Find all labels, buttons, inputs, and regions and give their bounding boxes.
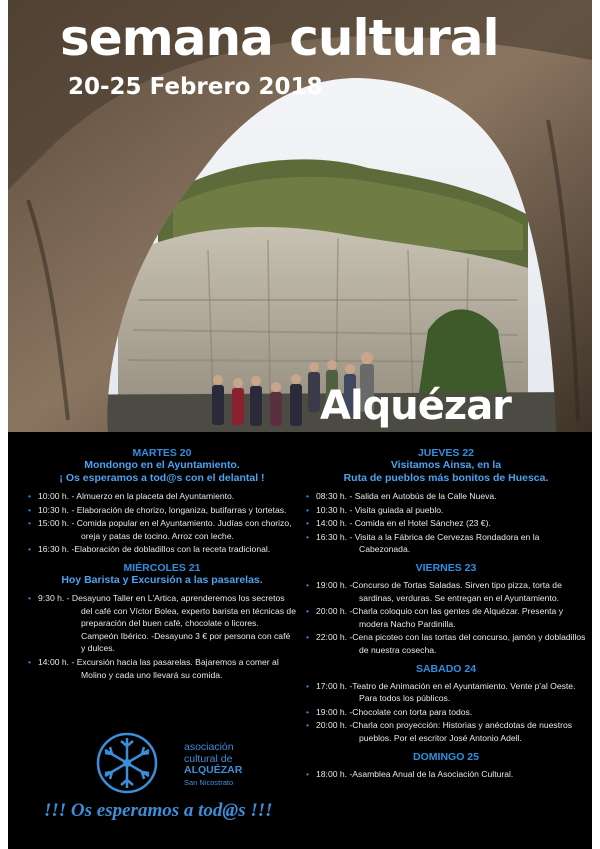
event-list — [306, 680, 586, 745]
day-block-sunday — [306, 751, 586, 781]
association-name: asociación cultural de ALQUÉZAR San Nicostrato — [184, 741, 243, 787]
poster — [8, 0, 592, 849]
day-heading: DOMINGO 25 — [413, 750, 479, 763]
event-item: • 18:00 h. -Asamblea Anual de la Asociación Cultural. — [306, 768, 586, 781]
program-left-column — [28, 444, 296, 687]
day-heading: SABADO 24 — [415, 662, 477, 675]
event-item: • 14:00 h. - Excursión hacia las pasarelas. Bajaremos a comer al Molino y cada uno llevará su comida. — [28, 656, 296, 681]
day-heading: MIÉRCOLES 21 — [123, 561, 201, 574]
event-item: • 10:30 h. - Elaboración de chorizo, longaniza, butifarras y tortetas. — [28, 504, 296, 517]
event-list — [28, 592, 296, 681]
day-block-friday — [306, 562, 586, 657]
day-subtitle: Ruta de pueblos más bonitos de Huesca. — [343, 472, 549, 484]
day-block-thursday — [306, 447, 586, 556]
day-subtitle: Visitamos Ainsa, en la — [390, 459, 502, 471]
day-block-wednesday — [28, 562, 296, 681]
event-item: • 08:30 h. - Salida en Autobús de la Calle Nueva. — [306, 490, 586, 503]
event-item: • 15:00 h. - Comida popular en el Ayuntamiento. Judías con chorizo, oreja y patas de tocino. Arroz con leche. — [28, 517, 296, 542]
day-block-tuesday — [28, 447, 296, 556]
event-list — [306, 768, 586, 781]
event-item: • 10:30 h. - Visita guiada al pueblo. — [306, 504, 586, 517]
town-name: Alquézar — [320, 383, 511, 429]
event-item: • 20:00 h. -Charla con proyección: Historias y anécdotas de nuestros pueblos. Por el escritor José Antonio Adell. — [306, 719, 586, 744]
poster-title: semana cultural — [60, 9, 499, 67]
event-item: • 16:30 h. - Visita a la Fábrica de Cervezas Rondadora en la Cabezonada. — [306, 531, 586, 556]
snowflake-icon — [92, 732, 162, 794]
day-heading: JUEVES 22 — [417, 447, 475, 459]
event-item: • 10:00 h. - Almuerzo en la placeta del Ayuntamiento. — [28, 490, 296, 503]
event-list — [306, 490, 586, 556]
event-item: • 19:00 h. -Chocolate con torta para todos. — [306, 706, 586, 719]
event-item: • 19:00 h. -Concurso de Tortas Saladas. Sirven tipo pizza, torta de sardinas, verduras. Se entregan en el Ayuntamiento. — [306, 579, 586, 604]
day-heading: VIERNES 23 — [415, 561, 477, 574]
day-heading: MARTES 20 — [132, 447, 192, 459]
program-right-column — [306, 444, 586, 786]
day-subtitle: ¡ Os esperamos a tod@s con el delantal ! — [59, 472, 265, 484]
event-item: • 22:00 h. -Cena picoteo con las tortas del concurso, jamón y dobladillos de nuestra cosecha. — [306, 631, 586, 656]
association-logo — [92, 732, 312, 794]
day-subtitle: Hoy Barista y Excursión a las pasarelas. — [61, 573, 263, 586]
event-item: • 14:00 h. - Comida en el Hotel Sánchez (23 €). — [306, 517, 586, 530]
day-subtitle: Mondongo en el Ayuntamiento. — [84, 459, 240, 471]
event-item: • 20:00 h. -Charla coloquio con las gentes de Alquézar. Presenta y modera Nacho Pardinilla. — [306, 605, 586, 630]
event-item: • 9:30 h. - Desayuno Taller en L'Artica, aprenderemos los secretos del café con Víctor Bolea, experto barista en técnicas de preparación del buen café, chocolate o licores. Campeón Ibérico. -Desayuno 3 € por persona con café y dulces. — [28, 592, 296, 655]
event-list — [28, 490, 296, 556]
event-item: • 17:00 h. -Teatro de Animación en el Ayuntamiento. Vente p'al Oeste. Para todos los públicos. — [306, 680, 586, 705]
day-block-saturday — [306, 663, 586, 745]
event-dates: 20-25 Febrero 2018 — [68, 74, 323, 100]
event-item: • 16:30 h. -Elaboración de dobladillos con la receta tradicional. — [28, 543, 296, 556]
closing-message: !!! Os esperamos a tod@s !!! — [44, 800, 273, 821]
event-list — [306, 579, 586, 657]
